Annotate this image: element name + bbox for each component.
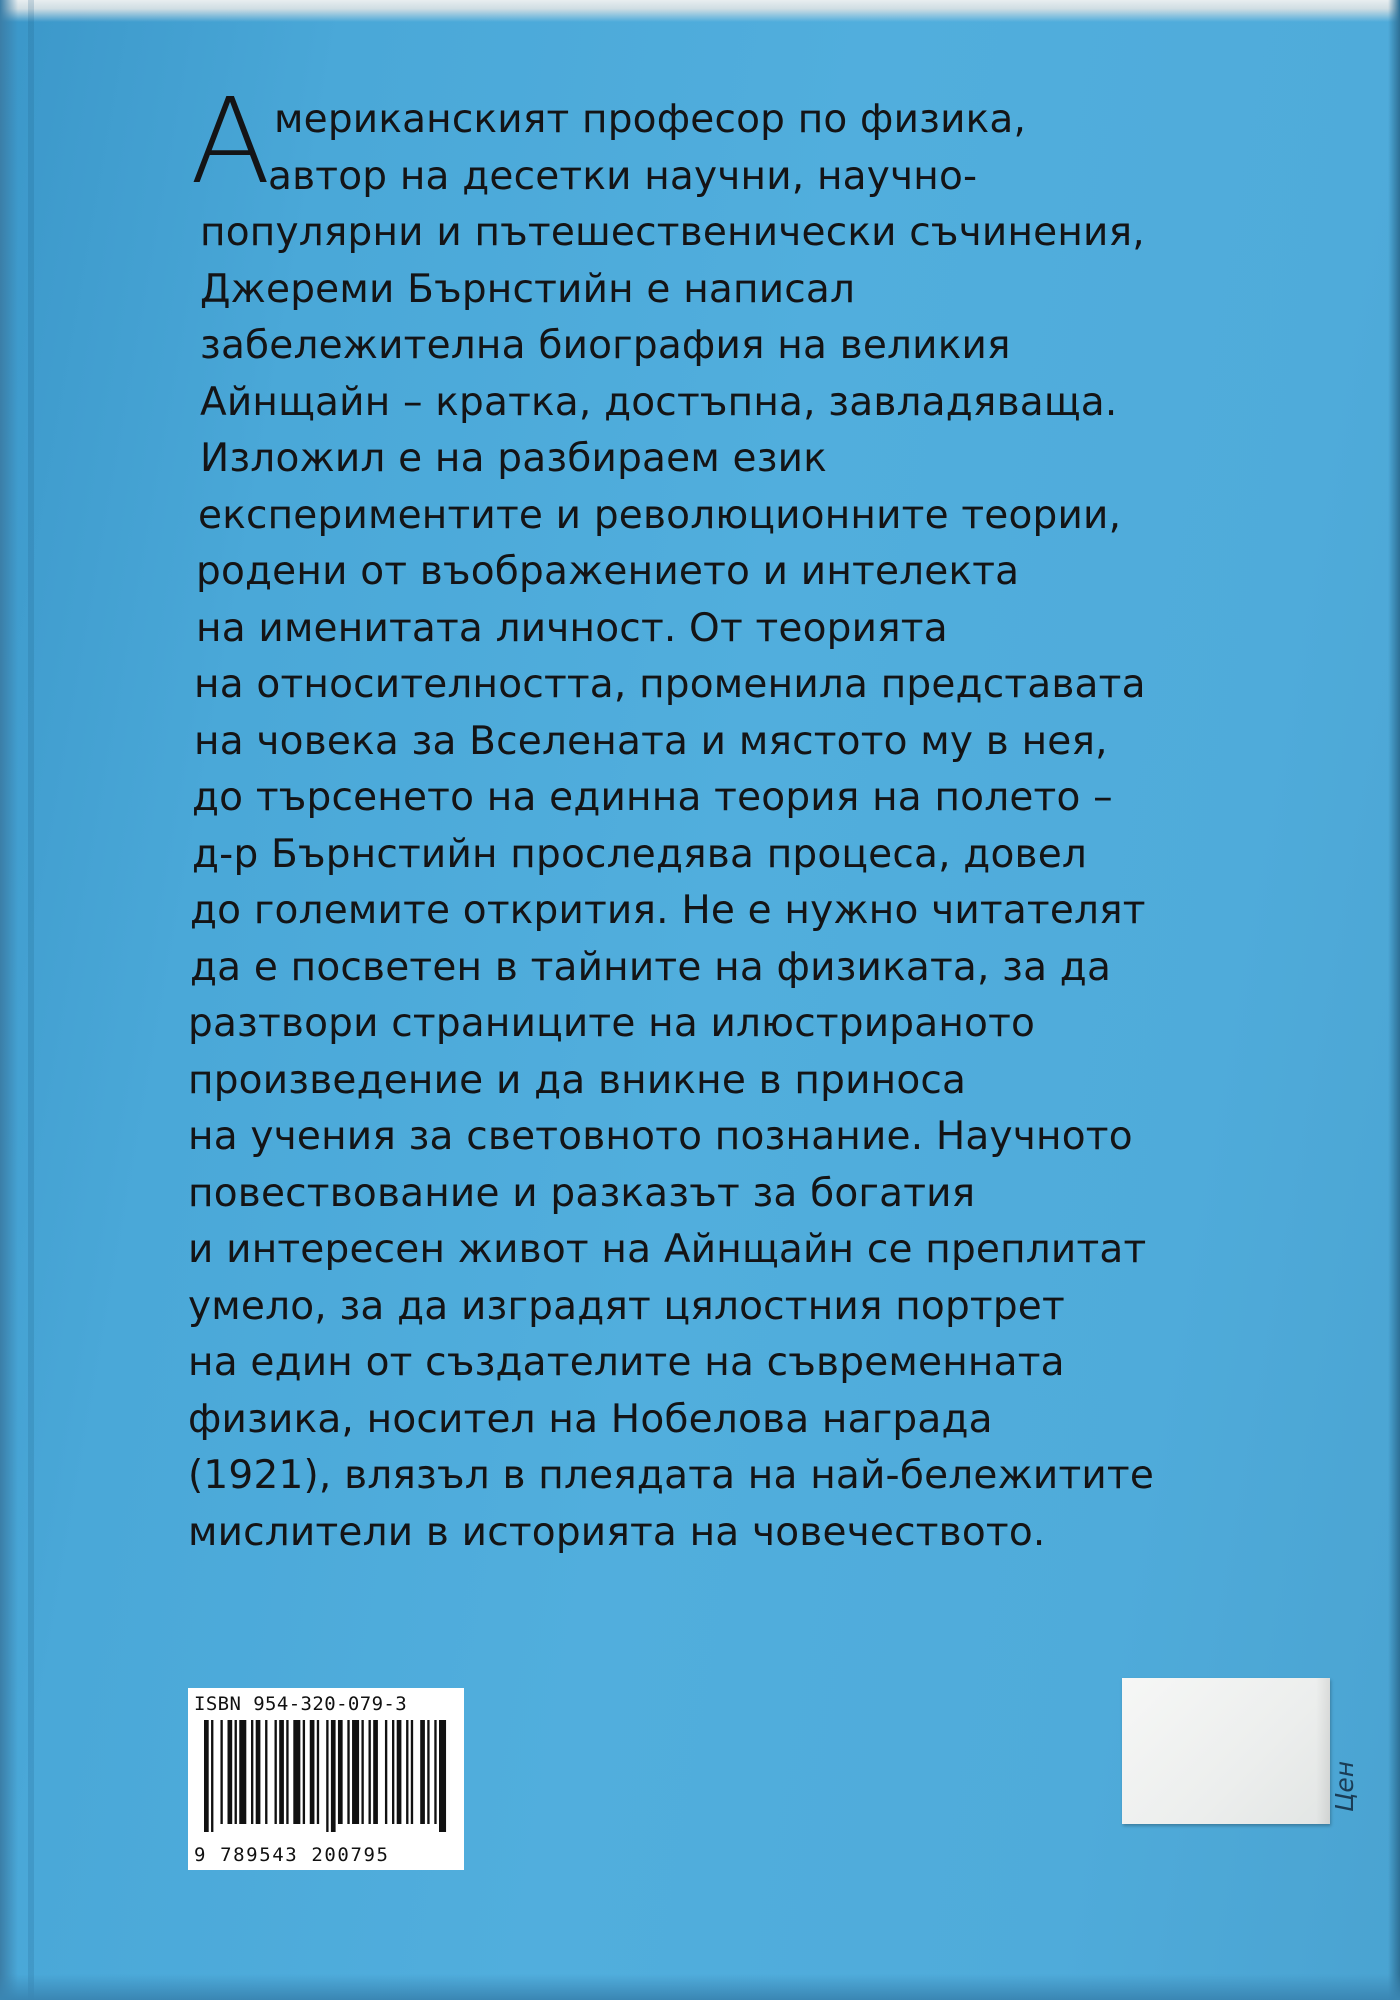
- barcode-bar: [220, 1720, 222, 1824]
- barcode-bar: [265, 1720, 267, 1824]
- blurb-line: популярни и пътешественически съчинения,: [200, 210, 1145, 255]
- barcode-bar: [286, 1720, 288, 1824]
- blurb-text: [188, 92, 1188, 1561]
- barcode-bar: [293, 1720, 300, 1824]
- blurb-line: (1921), влязъл в плеядата на най-бележитите: [188, 1453, 1155, 1498]
- barcode-bar: [310, 1720, 315, 1824]
- barcode-bar: [331, 1720, 336, 1832]
- barcode-bar: [251, 1720, 253, 1824]
- price-sticker-text: Цен: [1330, 1760, 1359, 1812]
- barcode-bar: [239, 1720, 246, 1824]
- blurb-line: на учения за световното познание. Научното: [188, 1114, 1133, 1159]
- blurb-line: и интересен живот на Айнщайн се преплитат: [188, 1227, 1147, 1272]
- blurb-line: Джереми Бърнстийн е написал: [200, 266, 856, 312]
- blurb-line: забележителна биография на великия: [200, 323, 1011, 368]
- blurb-line: мериканският професор по физика,: [274, 97, 1027, 142]
- barcode-bar: [352, 1720, 359, 1824]
- barcode-bar: [211, 1720, 213, 1832]
- blurb-line: на именитата личност. От теорията: [196, 605, 948, 651]
- barcode-bar: [434, 1720, 436, 1824]
- barcode-bar: [228, 1720, 233, 1824]
- sticker-shadow: [1316, 1678, 1330, 1824]
- barcode-bar: [303, 1720, 305, 1824]
- barcode-bar: [411, 1720, 413, 1824]
- barcode-bar: [235, 1720, 237, 1824]
- blurb-line: на относителността, променила представата: [194, 662, 1146, 707]
- barcode-bar: [326, 1720, 328, 1832]
- blurb-line: родени от въображението и интелекта: [196, 549, 1020, 594]
- spine-crease: [28, 0, 34, 2000]
- isbn-label: ISBN 954-320-079-3: [194, 1693, 408, 1715]
- barcode-bar: [317, 1720, 319, 1824]
- cover-right-edge: [1388, 0, 1400, 2000]
- isbn-barcode-block: [188, 1688, 464, 1870]
- cover-left-edge: [0, 0, 18, 2000]
- blurb-line: д-р Бърнстийн проследява процеса, довел: [192, 831, 1088, 877]
- blurb-line: автор на десетки научни, научно-: [268, 153, 978, 199]
- blurb-line: на един от създателите на съвременната: [188, 1340, 1065, 1385]
- barcode-bar: [439, 1720, 446, 1832]
- blurb-line: физика, носител на Нобелова награда: [188, 1396, 993, 1442]
- blurb-line: мислители в историята на човечеството.: [188, 1509, 1046, 1555]
- barcode-graphic: [194, 1720, 456, 1832]
- barcode-bar: [204, 1720, 209, 1832]
- blurb-line: експериментите и революционните теории,: [198, 492, 1122, 538]
- blurb-line: Айнщайн – кратка, достъпна, завладяваща.: [200, 379, 1118, 425]
- cover-bottom-edge: [0, 1974, 1400, 2000]
- blurb-line: до големите открития. Не е нужно читателят: [190, 888, 1146, 933]
- drop-cap-letter: А: [190, 72, 271, 210]
- barcode-bar: [385, 1720, 387, 1824]
- blurb-line: Изложил е на разбираем език: [200, 436, 827, 481]
- blurb-line: разтвори страниците на илюстрираното: [188, 1001, 1036, 1046]
- barcode-bar: [392, 1720, 394, 1824]
- blurb-line: да е посветен в тайните на физиката, за да: [190, 944, 1112, 990]
- barcode-bar: [369, 1720, 371, 1824]
- barcode-bar: [338, 1720, 343, 1824]
- blurb-line: до търсенето на единна теория на полето –: [192, 775, 1113, 820]
- barcode-digits: 9 789543 200795: [194, 1844, 390, 1866]
- blurb-line: произведение и да вникне в приноса: [188, 1057, 967, 1103]
- barcode-bar: [397, 1720, 402, 1824]
- barcode-bar: [427, 1720, 429, 1824]
- barcode-bar: [256, 1720, 261, 1824]
- barcode-bar: [279, 1720, 284, 1824]
- barcode-bar: [420, 1720, 425, 1824]
- blurb-line: повествование и разказът за богатия: [188, 1170, 976, 1216]
- barcode-bar: [373, 1720, 378, 1824]
- price-sticker: [1122, 1678, 1330, 1824]
- barcode-bar: [361, 1720, 363, 1824]
- blurb-line: умело, за да изградят цялостния портрет: [188, 1283, 1065, 1329]
- barcode-bar: [275, 1720, 277, 1824]
- barcode-bar: [347, 1720, 349, 1824]
- barcode-bar: [406, 1720, 408, 1824]
- cover-top-edge: [0, 0, 1400, 22]
- blurb-line: на човека за Вселената и мястото му в нея,: [194, 718, 1108, 764]
